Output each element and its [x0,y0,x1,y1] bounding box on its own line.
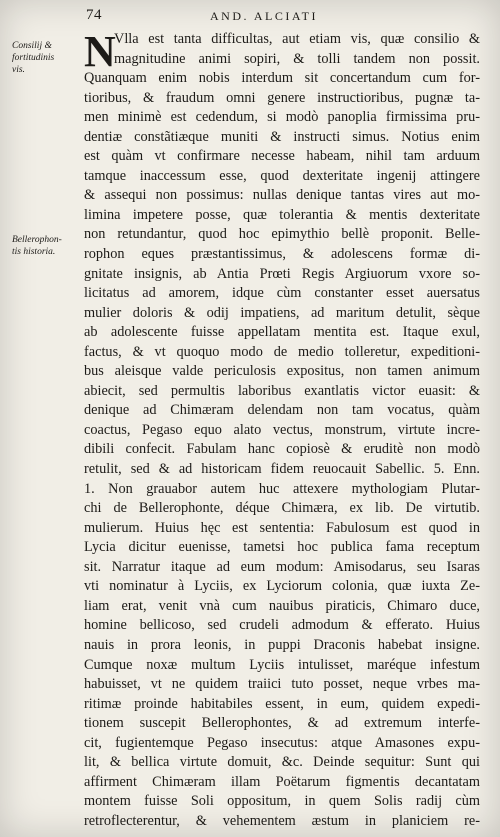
marginal-note-line: Consilij & [12,41,52,51]
text-line: abiecit, sed permultis laboribus exantlatis victor euasit: & [84,382,480,399]
marginal-note [12,40,78,76]
text-line: gnitate insignis, ab Antia Prœti Regis Argiuorum vxore so- [84,265,480,282]
text-line: montem fuisse Soli oppositum, in quem Solis radij cùm [84,793,480,810]
text-line: factus, & vt quoquo modo de medio tolleretur, expeditioni- [84,343,480,360]
text-line: cit, fugientemque Pegaso insecutus: atque Amasones expu- [84,734,480,751]
text-line: non retundantur, quod hoc epimythio bellè proponit. Belle- [84,226,480,243]
text-line: tionem suscepit Bellerophontes, & ad extremum interfe- [84,715,480,732]
text-line: magnitudine animi sopiri, & tolli tandem non possit. [114,50,480,67]
text-line: ab adolescente fuisse appellatam mentita est. Itaque exul, [84,324,480,341]
marginal-note-line: Bellerophon- [12,235,62,245]
text-line: 1. Non grauabor autem huc attexere mythologiam Plutar- [84,480,480,497]
marginal-note-line: tis historia. [12,247,56,257]
text-line: tamque inaccessum esse, quod dexteritate ingenij attingere [84,167,480,184]
text-line: retulit, sed & ad historicam fidem reuocauit Sabellic. 5. Enn. [84,461,480,478]
text-line: mulier doloris & odij impatiens, ad maritum detulit, sèque [84,304,480,321]
text-line: Lycia dicitur euenisse, tametsi hoc publica fama receptum [84,539,480,556]
text-line: licitatus ad amorem, idque cùm constanter esset auersatus [84,285,480,302]
text-line: sit. Narratur itaque ad eum modum: Amisodarus, seu Isaras [84,558,480,575]
text-line: bus aleisque valde periculosis expositus, non tamen animum [84,363,480,380]
text-line: Cumque noxæ multum Lyciis intulisset, maréque infestum [84,656,480,673]
text-line: coactus, Pegaso equo alato vectus, monstrum, virtute incre- [84,421,480,438]
text-line: liam erat, venit vnà cum nauibus piraticis, Chimaro duce, [84,597,480,614]
text-line: dibili confecit. Fabulam hanc copiosè & eruditè non modò [84,441,480,458]
text-line: est quàm vt confirmare necesse habeam, nihil tam arduum [84,148,480,165]
drop-cap: N [84,27,116,76]
text-line: ritimæ proinde habitabiles essent, in eum, quidem expedi- [84,695,480,712]
marginal-note [12,234,78,258]
page-number: 74 [86,7,102,23]
text-line: affirment Chimæram illam Poëtarum figmentis decantatam [84,773,480,790]
text-line: chi de Bellerophonte, déque Chimæra, ex lib. De virtutib. [84,500,480,517]
text-line: Vlla est tanta difficultas, aut etiam vis, quæ consilio & [114,31,480,47]
text-line: tioribus, & fraudum omni genere instructioribus, pugnæ ta- [84,89,480,106]
body-text [84,27,480,831]
marginal-note-line: fortitudinis [12,53,55,63]
text-line: men minimè est cedendum, si modò panoplia firmissima pru- [84,109,480,126]
text-line: lit, & bellica virtute domuit, &c. Deinde sequitur: Sunt qui [84,754,480,771]
text-line: rophon eques præstantissimus, & adolescens formæ di- [84,246,480,263]
text-line: dentiæ constãtiæque muniti & instructi simus. Notius enim [84,128,480,145]
text-line: limina impetere posse, quæ tolerantia & mentis dexteritate [84,206,480,223]
marginal-note-line: vis. [12,65,25,75]
text-line: retroflecterentur, & vehementem æstum in planiciem re- [84,812,480,829]
text-line: denique ad Chimæram delendam non tam vocatus, quàm [84,402,480,419]
text-line: nauis in prora leonis, in puppi Draconis habebat insigne. [84,636,480,653]
text-line: homine bellicoso, sed crudeli admodum & efferato. Huius [84,617,480,634]
running-head: AND. ALCIATI [210,9,318,23]
text-line: vti nominatur à Lyciis, ex Lyciorum colonia, quæ iuxta Ze- [84,578,480,595]
text-line: habuisset, vt ne quidem traiici tuto posset, neque vrbes ma- [84,676,480,693]
text-line: & assequi non possimus: nullas denique tantas vires aut mo- [84,187,480,204]
text-line: Quanquam enim nobis interdum sit concertandum cum for- [84,70,480,87]
text-line: mulierum. Huius hęc est sententia: Fabulosum est quod in [84,519,480,536]
